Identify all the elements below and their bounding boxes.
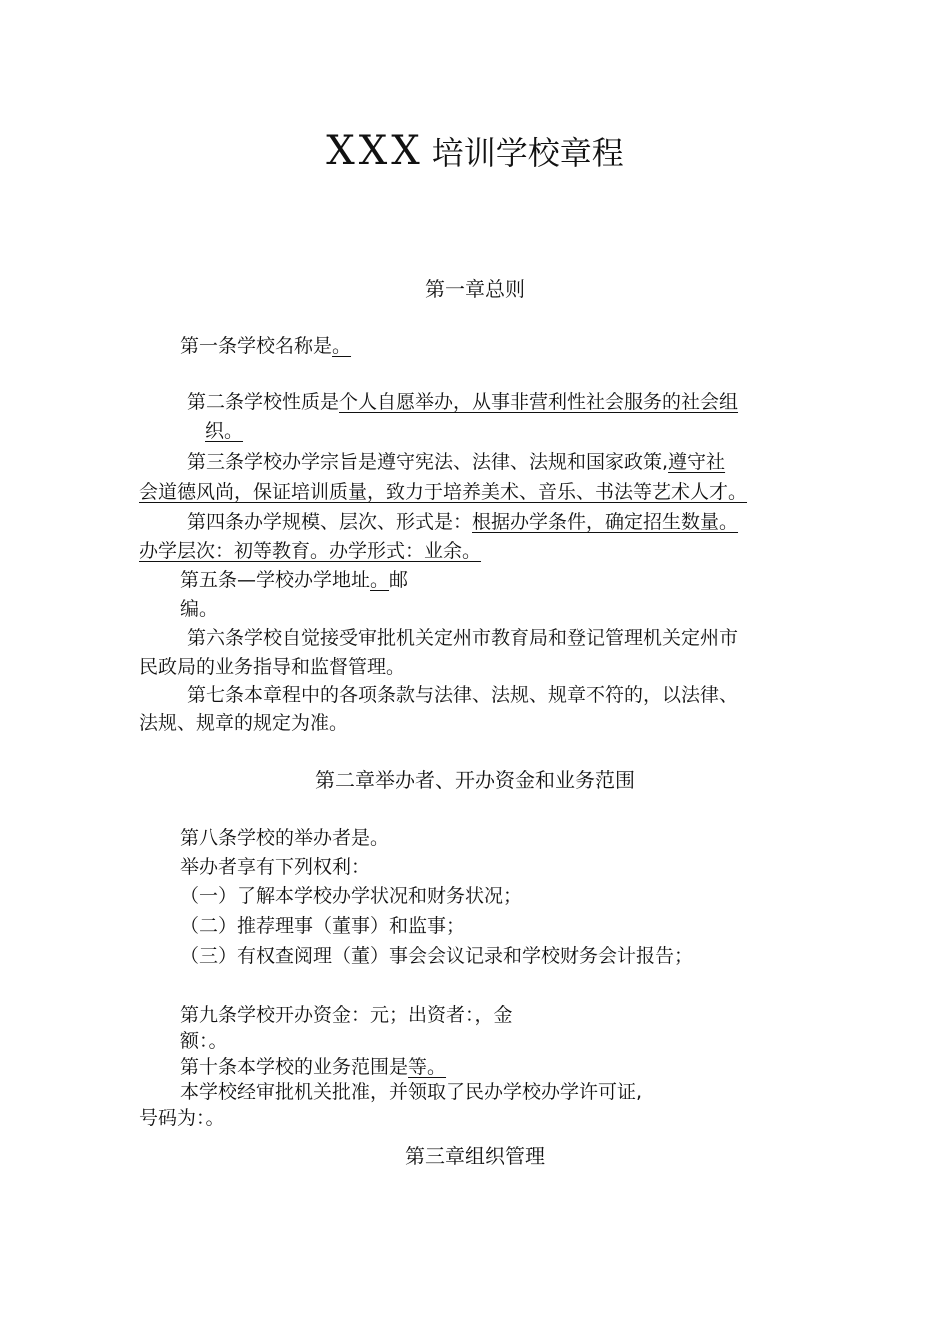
article-3-underlined-end: 会道德风尚，保证培训质量，致力于培养美术、音乐、书法等艺术人才。 (139, 481, 748, 503)
chapter2-heading: 第二章举办者、开办资金和业务范围 (315, 768, 635, 792)
right-item-2: （二）推荐理事（董事）和监事； (180, 915, 466, 937)
document-title (0, 128, 950, 174)
article-4-underlined-end: 办学层次：初等教育。办学形式：业余。 (139, 540, 482, 562)
title-prefix: XXX (326, 128, 424, 174)
article-7-line1: 第七条本章程中的各项条款与法律、法规、规章不符的，以法律、 (187, 684, 739, 706)
right-item-3: （三）有权查阅理（董）事会会议记录和学校财务会计报告； (180, 945, 694, 967)
article-5-text: 第五条—学校办学地址 (180, 569, 371, 591)
article-2-text: 第二条学校性质是 (187, 391, 340, 413)
article-2-underlined-end: 织。 (205, 420, 244, 442)
article-6-line1: 第六条学校自觉接受审批机关定州市教育局和登记管理机关定州市 (187, 627, 739, 649)
article-10-text: 第十条本学校的业务范围是 (180, 1056, 409, 1078)
article-1-blank: 。 (332, 335, 352, 357)
article-10-line2: 本学校经审批机关批准，并领取了民办学校办学许可证, (180, 1081, 643, 1103)
article-3-line2 (139, 480, 747, 504)
chapter3-heading: 第三章组织管理 (405, 1144, 545, 1168)
chapter1-heading: 第一章总则 (425, 277, 525, 301)
article-5-line1 (180, 568, 408, 592)
article-4-line1 (187, 510, 738, 534)
article-1 (180, 334, 351, 358)
article-2-underlined: 个人自愿举办，从事非营利性社会服务的社会组 (339, 391, 739, 413)
article-2-line1 (187, 390, 738, 414)
article-6-line2: 民政局的业务指导和监督管理。 (139, 656, 406, 678)
article-7-line2: 法规、规章的规定为准。 (139, 712, 349, 734)
article-1-text: 第一条学校名称是 (180, 335, 333, 357)
title-main: 培训学校章程 (431, 134, 624, 172)
article-3-text: 第三条学校办学宗旨是遵守宪法、法律、法规和国家政策, (187, 451, 669, 473)
article-10-underlined: 等。 (408, 1056, 447, 1078)
article-4-text: 第四条办学规模、层次、形式是： (187, 511, 473, 533)
article-4-line2 (139, 539, 481, 563)
article-10-line3: 号码为：。 (139, 1107, 225, 1129)
article-5-blank: 。 (370, 569, 390, 591)
article-9-line1: 第九条学校开办资金：元；出资者：，金 (180, 1004, 513, 1026)
article-10-line1 (180, 1055, 446, 1079)
article-3-underlined: 遵守社 (668, 451, 726, 473)
article-4-underlined: 根据办学条件，确定招生数量。 (472, 511, 739, 533)
article-5-postcode: 邮 (389, 569, 409, 591)
article-8-line1: 第八条学校的举办者是。 (180, 827, 390, 849)
article-9-line2: 额：。 (180, 1030, 228, 1052)
article-2-line2 (205, 419, 243, 443)
right-item-1: （一）了解本学校办学状况和财务状况； (180, 885, 523, 907)
article-8-line2: 举办者享有下列权利： (180, 856, 371, 878)
article-3-line1 (187, 450, 725, 474)
article-5-line2: 编。 (180, 598, 219, 620)
